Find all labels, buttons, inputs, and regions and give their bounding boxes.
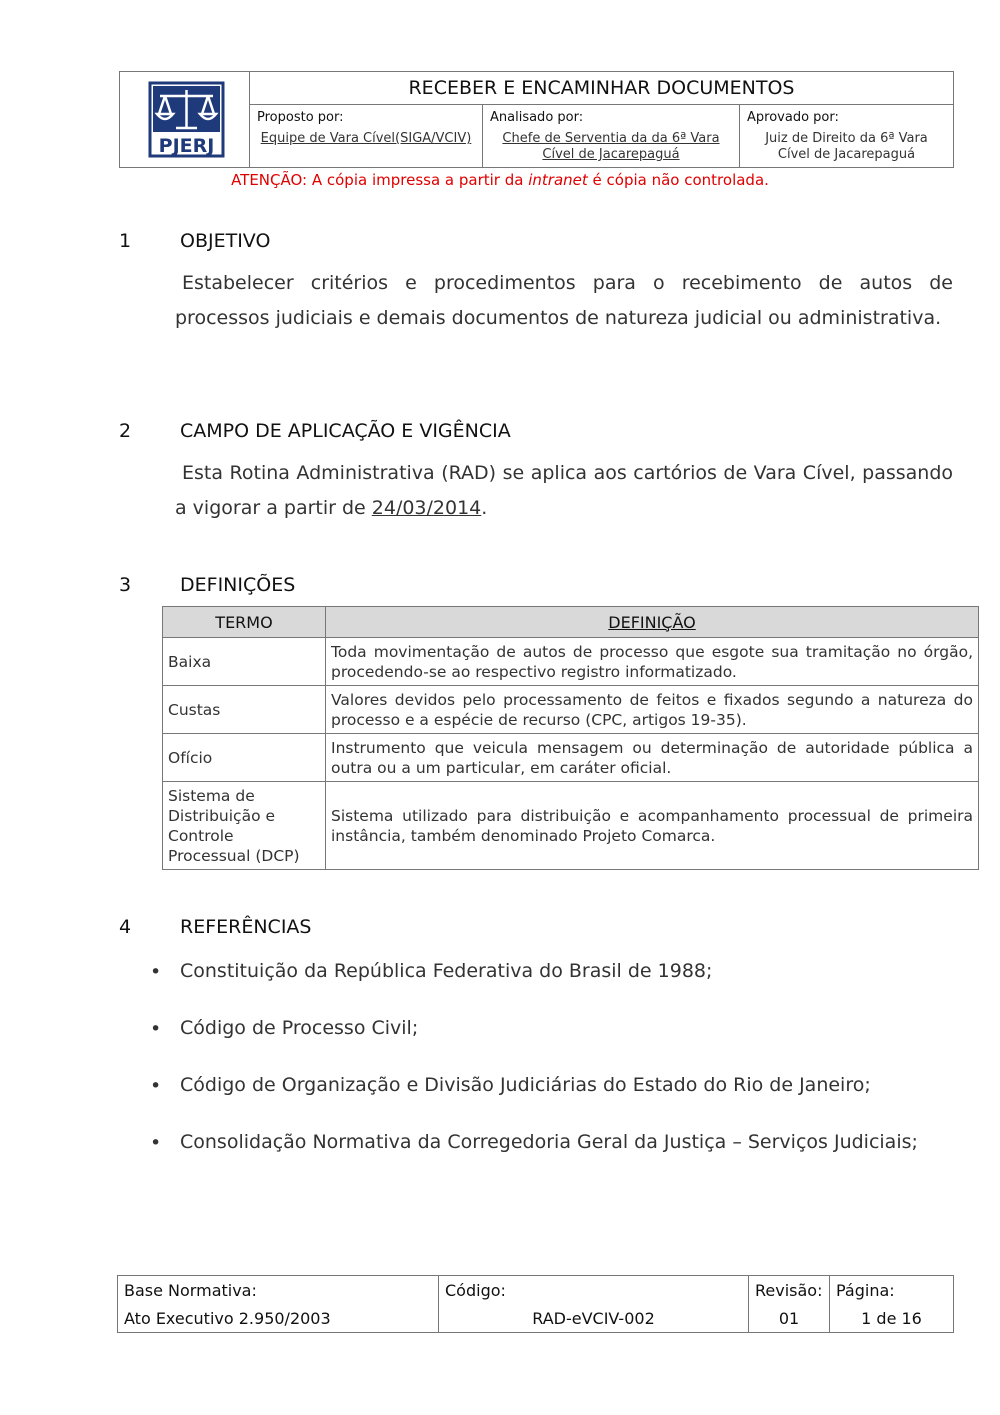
base-label: Base Normativa:	[118, 1276, 439, 1305]
code-label: Código:	[439, 1276, 749, 1305]
bullet-icon: •	[150, 1018, 162, 1040]
term-cell: Baixa	[163, 638, 326, 686]
section-4-title: REFERÊNCIAS	[180, 916, 312, 938]
approved-by-cell	[740, 105, 953, 167]
analyzed-by-cell	[483, 105, 740, 167]
code-value: RAD-eVCIV-002	[439, 1304, 749, 1333]
term-cell: Custas	[163, 686, 326, 734]
section-4-number: 4	[119, 916, 132, 938]
section-2-text	[175, 456, 953, 526]
scope-paragraph-end: .	[481, 497, 488, 519]
term-cell: Sistema de Distribuição e Controle Processual (DCP)	[163, 782, 326, 870]
section-3-title: DEFINIÇÕES	[180, 574, 296, 596]
document-title: RECEBER E ENCAMINHAR DOCUMENTOS	[250, 72, 953, 105]
list-item: Código de Processo Civil;	[180, 1017, 419, 1039]
section-2-title: CAMPO DE APLICAÇÃO E VIGÊNCIA	[180, 420, 511, 442]
section-1-title: OBJETIVO	[180, 230, 271, 252]
revision-label: Revisão:	[749, 1276, 830, 1305]
section-3-number: 3	[119, 574, 132, 596]
definition-cell: Instrumento que veicula mensagem ou determinação de autoridade pública a outra ou a um particular, em caráter oficial.	[326, 734, 979, 782]
definitions-header-row	[163, 607, 979, 638]
section-1-number: 1	[119, 230, 132, 252]
revision-value: 01	[749, 1304, 830, 1333]
footer-label-row	[118, 1276, 954, 1305]
proposed-by-label: Proposto por:	[257, 110, 344, 125]
footer-value-row	[118, 1304, 954, 1333]
term-column-header: TERMO	[163, 607, 326, 638]
table-row	[163, 782, 979, 870]
copy-warning	[0, 171, 1000, 189]
definition-cell: Toda movimentação de autos de processo que esgote sua tramitação no órgão, procedendo-se ao respectivo registro informatizado.	[326, 638, 979, 686]
effective-date: 24/03/2014	[371, 497, 482, 519]
term-cell: Ofício	[163, 734, 326, 782]
definition-cell: Sistema utilizado para distribuição e acompanhamento processual de primeira instância, também denominado Projeto Comarca.	[326, 782, 979, 870]
approved-by-label: Aprovado por:	[747, 110, 839, 125]
table-row	[163, 638, 979, 686]
approved-by-value	[740, 131, 953, 163]
warning-text-after: é cópia não controlada.	[587, 171, 769, 189]
base-value: Ato Executivo 2.950/2003	[118, 1304, 439, 1333]
section-2-number: 2	[119, 420, 132, 442]
logo-cell	[120, 72, 250, 167]
analyzed-by-line-2: Cível de Jacarepaguá	[542, 147, 680, 162]
bullet-icon: •	[150, 961, 162, 983]
list-item: Constituição da República Federativa do Brasil de 1988;	[180, 960, 713, 982]
approved-by-line-1: Juiz de Direito da 6ª Vara	[765, 131, 928, 146]
analyzed-by-label: Analisado por:	[490, 110, 584, 125]
document-header	[119, 71, 954, 168]
section-1-text	[175, 266, 953, 336]
document-footer	[117, 1275, 954, 1333]
objective-paragraph: Estabelecer critérios e procedimentos para o recebimento de autos de processos judiciais e demais documentos de natureza judicial ou administrativa.	[175, 272, 953, 329]
proposed-by-value: Equipe de Vara Cível(SIGA/VCIV)	[260, 131, 472, 146]
warning-text-before: ATENÇÃO: A cópia impressa a partir da	[231, 171, 529, 189]
page-label: Página:	[830, 1276, 954, 1305]
logo-text: PJERJ	[158, 135, 215, 157]
analyzed-by-value	[483, 131, 739, 163]
table-row	[163, 686, 979, 734]
analyzed-by-line-1: Chefe de Serventia da da 6ª Vara	[502, 131, 720, 146]
warning-text-italic: intranet	[528, 171, 588, 189]
definitions-table	[162, 606, 979, 870]
bullet-icon: •	[150, 1075, 162, 1097]
page-value: 1 de 16	[830, 1304, 954, 1333]
list-item: Consolidação Normativa da Corregedoria Geral da Justiça – Serviços Judiciais;	[180, 1131, 918, 1153]
pjerj-logo	[120, 72, 250, 167]
scope-paragraph: Esta Rotina Administrativa (RAD) se aplica aos cartórios de Vara Cível, passando a vigorar a partir de	[175, 462, 953, 519]
table-row	[163, 734, 979, 782]
definition-cell: Valores devidos pelo processamento de feitos e fixados segundo a natureza do processo e a espécie de recurso (CPC, artigos 19-35).	[326, 686, 979, 734]
proposed-by-cell	[250, 105, 483, 167]
definition-column-header: DEFINIÇÃO	[326, 607, 979, 638]
list-item: Código de Organização e Divisão Judiciárias do Estado do Rio de Janeiro;	[180, 1074, 871, 1096]
approved-by-line-2: Cível de Jacarepaguá	[777, 147, 916, 162]
bullet-icon: •	[150, 1132, 162, 1154]
